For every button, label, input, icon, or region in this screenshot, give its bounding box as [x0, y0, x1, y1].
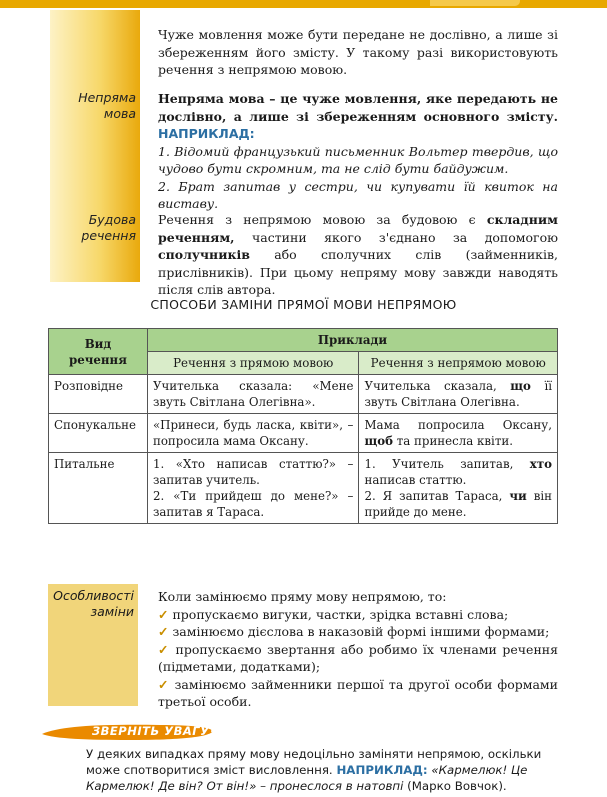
- row-type: Спонукальне: [49, 414, 148, 453]
- features-intro: Коли замінюємо пряму мову непрямою, то:: [158, 589, 447, 604]
- header-examples: Приклади: [147, 329, 557, 352]
- intro-paragraph: [158, 26, 558, 79]
- label-sentence-structure: Будова речення: [81, 212, 136, 243]
- row-indirect: Учителька сказала, що її звуть Світлана Олегівна.: [359, 375, 558, 414]
- label-indirect-speech: Непряма мова: [78, 90, 136, 121]
- structure-bold-complex: складним реченням,: [158, 212, 558, 245]
- check-icon: ✓: [158, 676, 170, 692]
- header-sentence-type: Вид речення: [49, 329, 148, 375]
- definition-example-1: 1. Відомий французький письменник Вольтер твердив, що чудово бути скромним, та не слід бути байдужим.: [158, 143, 558, 176]
- row-indirect: 1. Учитель запитав, хто написав статтю. 2. Я запитав Тараса, чи він прийде до мене.: [359, 453, 558, 524]
- row-direct: Учителька сказала: «Мене звуть Світлана Олегівна».: [147, 375, 358, 414]
- header-indirect-speech: Речення з непрямою мовою: [359, 352, 558, 375]
- row-direct: 1. «Хто написав статтю?» – запитав учитель. 2. «Ти прийдеш до мене?» – запитав я Тараса.: [147, 453, 358, 524]
- attention-banner-text: ЗВЕРНІТЬ УВАГУ!: [92, 724, 216, 738]
- example-keyword: НАПРИКЛАД:: [158, 126, 255, 141]
- attention-note: У деяких випадках пряму мову недоцільно заміняти непрямою, оскільки може спотворитися зміст висловлення. НАПРИКЛАД: «Кармелюк! Це Кармелюк! Де він? От він!» – пронеслося в натовпі (Марко Вовчок).: [86, 747, 542, 793]
- top-accent-tab: [430, 0, 520, 6]
- note-quote: «Кармелюк! Це Кармелюк! Де він? От він!» – пронеслося в натовпі: [86, 763, 528, 793]
- row-indirect: Мама попросила Оксану, щоб та принесла квіти.: [359, 414, 558, 453]
- intro-text: Чуже мовлення може бути передане не дослівно, а лише зі збереженням його змісту. У такому разі використовують речення з непрямою мовою.: [158, 27, 558, 77]
- header-direct-speech: Речення з прямою мовою: [147, 352, 358, 375]
- structure-bold-conjunctions: сполучників: [158, 247, 250, 262]
- definition-paragraph: [158, 90, 558, 213]
- row-type: Питальне: [49, 453, 148, 524]
- note-example-keyword: НАПРИКЛАД:: [336, 763, 428, 777]
- row-type: Розповідне: [49, 375, 148, 414]
- label-replacement-features: Особливості заміни: [53, 588, 134, 619]
- table-row: [49, 414, 558, 453]
- definition-bold-text: Непряма мова – це чуже мовлення, яке передають не дослівно, а лише зі збереженням основного змісту.: [158, 91, 558, 124]
- check-icon: ✓: [158, 641, 171, 657]
- definition-example-2: 2. Брат запитав у сестри, чи купувати їй квиток на виставу.: [158, 178, 558, 211]
- list-item: ✓ замінюємо займенники першої та другої особи формами третьої особи.: [158, 676, 558, 709]
- conversion-table: [48, 328, 558, 524]
- table-heading: СПОСОБИ ЗАМІНИ ПРЯМОЇ МОВИ НЕПРЯМОЮ: [150, 297, 457, 312]
- row-direct: «Принеси, будь ласка, квіти», – попросила мама Оксану.: [147, 414, 358, 453]
- list-item: ✓ замінюємо дієслова в наказовій формі іншими формами;: [158, 624, 550, 639]
- features-list: [158, 588, 558, 711]
- structure-paragraph: Речення з непрямою мовою за будовою є складним реченням, частини якого з'єднано за допомогою сполучників або сполучних слів (займенників, прислівників). При цьому непряму мову завжди наводять після слів автора.: [158, 212, 558, 297]
- table-row: [49, 375, 558, 414]
- check-icon: ✓: [158, 606, 169, 622]
- table-row: [49, 453, 558, 524]
- list-item: ✓ пропускаємо вигуки, частки, зрідка вставні слова;: [158, 606, 509, 622]
- check-icon: ✓: [158, 624, 169, 639]
- list-item: ✓ пропускаємо звертання або робимо їх членами речення (підметами, додатками);: [158, 641, 558, 674]
